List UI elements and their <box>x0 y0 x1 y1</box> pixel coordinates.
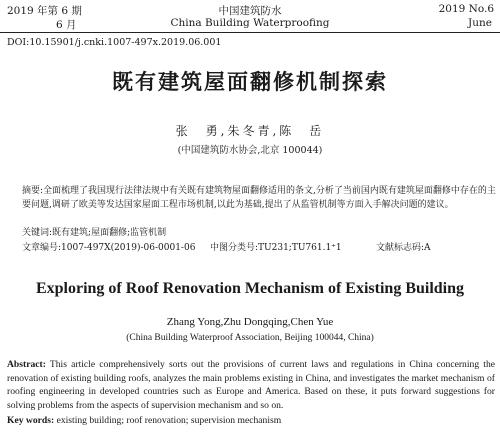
header-journal-cn: 中国建筑防水 <box>218 5 282 17</box>
cn-article-number: 文章编号:1007-497X(2019)-06-0001-06 <box>22 243 196 253</box>
cn-keywords <box>22 226 496 240</box>
en-abstract-label: Abstract: <box>7 359 46 370</box>
header-issue-right: 2019 No.6 <box>438 3 494 15</box>
header-month-right: June <box>468 17 492 29</box>
header-journal-en: China Building Waterproofing <box>170 17 330 29</box>
cn-title: 既有建筑屋面翻修机制探索 <box>112 69 388 94</box>
en-abstract <box>7 358 495 412</box>
cn-clc-number: 中图分类号:TU231;TU761.1⁺1 <box>210 243 342 253</box>
cn-document-code: 文献标志码:A <box>376 243 431 253</box>
en-affiliation: (China Building Waterproof Association, Beijing 100044, China) <box>126 333 374 343</box>
cn-abstract <box>22 184 496 212</box>
en-abstract-text: This article comprehensively sorts out the provisions of current laws and regulations in China concerning the renovation of existing building roofs, analyzes the main problems existing in China, and investigates the market mechanism of roofing engineering in developed countries such as Europe and America. Based on these, it puts forward suggestions for solving problems from the aspects of supervision mechanism and so on. <box>7 359 495 411</box>
header-rule <box>0 32 500 33</box>
cn-keywords-label: 关键词: <box>22 228 53 238</box>
doi: DOI:10.15901/j.cnki.1007-497x.2019.06.001 <box>7 37 222 48</box>
header-month-left: 6 月 <box>56 19 77 31</box>
header-issue-left: 2019 年第 6 期 <box>7 5 82 17</box>
cn-abstract-text: 全面梳理了我国现行法律法规中有关既有建筑物屋面翻修适用的条文,分析了当前国内既有建筑屋面翻修中存在的主要问题,调研了欧美等发达国家屋面工程市场机制,以此为基础,提出了从监管机制等方面入手解决问题的建议。 <box>22 186 496 210</box>
cn-abstract-label: 摘要: <box>22 186 44 196</box>
cn-authors: 张 勇,朱冬青,陈 岳 <box>175 124 325 138</box>
en-keywords-label: Key words: <box>7 415 55 426</box>
en-keywords <box>7 414 495 428</box>
en-keywords-text: existing building; roof renovation; supervision mechanism <box>54 415 282 426</box>
cn-keywords-text: 既有建筑;屋面翻修;监管机制 <box>52 228 167 238</box>
en-title: Exploring of Roof Renovation Mechanism of Existing Building <box>35 280 465 297</box>
cn-affiliation: (中国建筑防水协会,北京 100044) <box>177 145 323 156</box>
en-authors: Zhang Yong,Zhu Dongqing,Chen Yue <box>166 316 334 328</box>
